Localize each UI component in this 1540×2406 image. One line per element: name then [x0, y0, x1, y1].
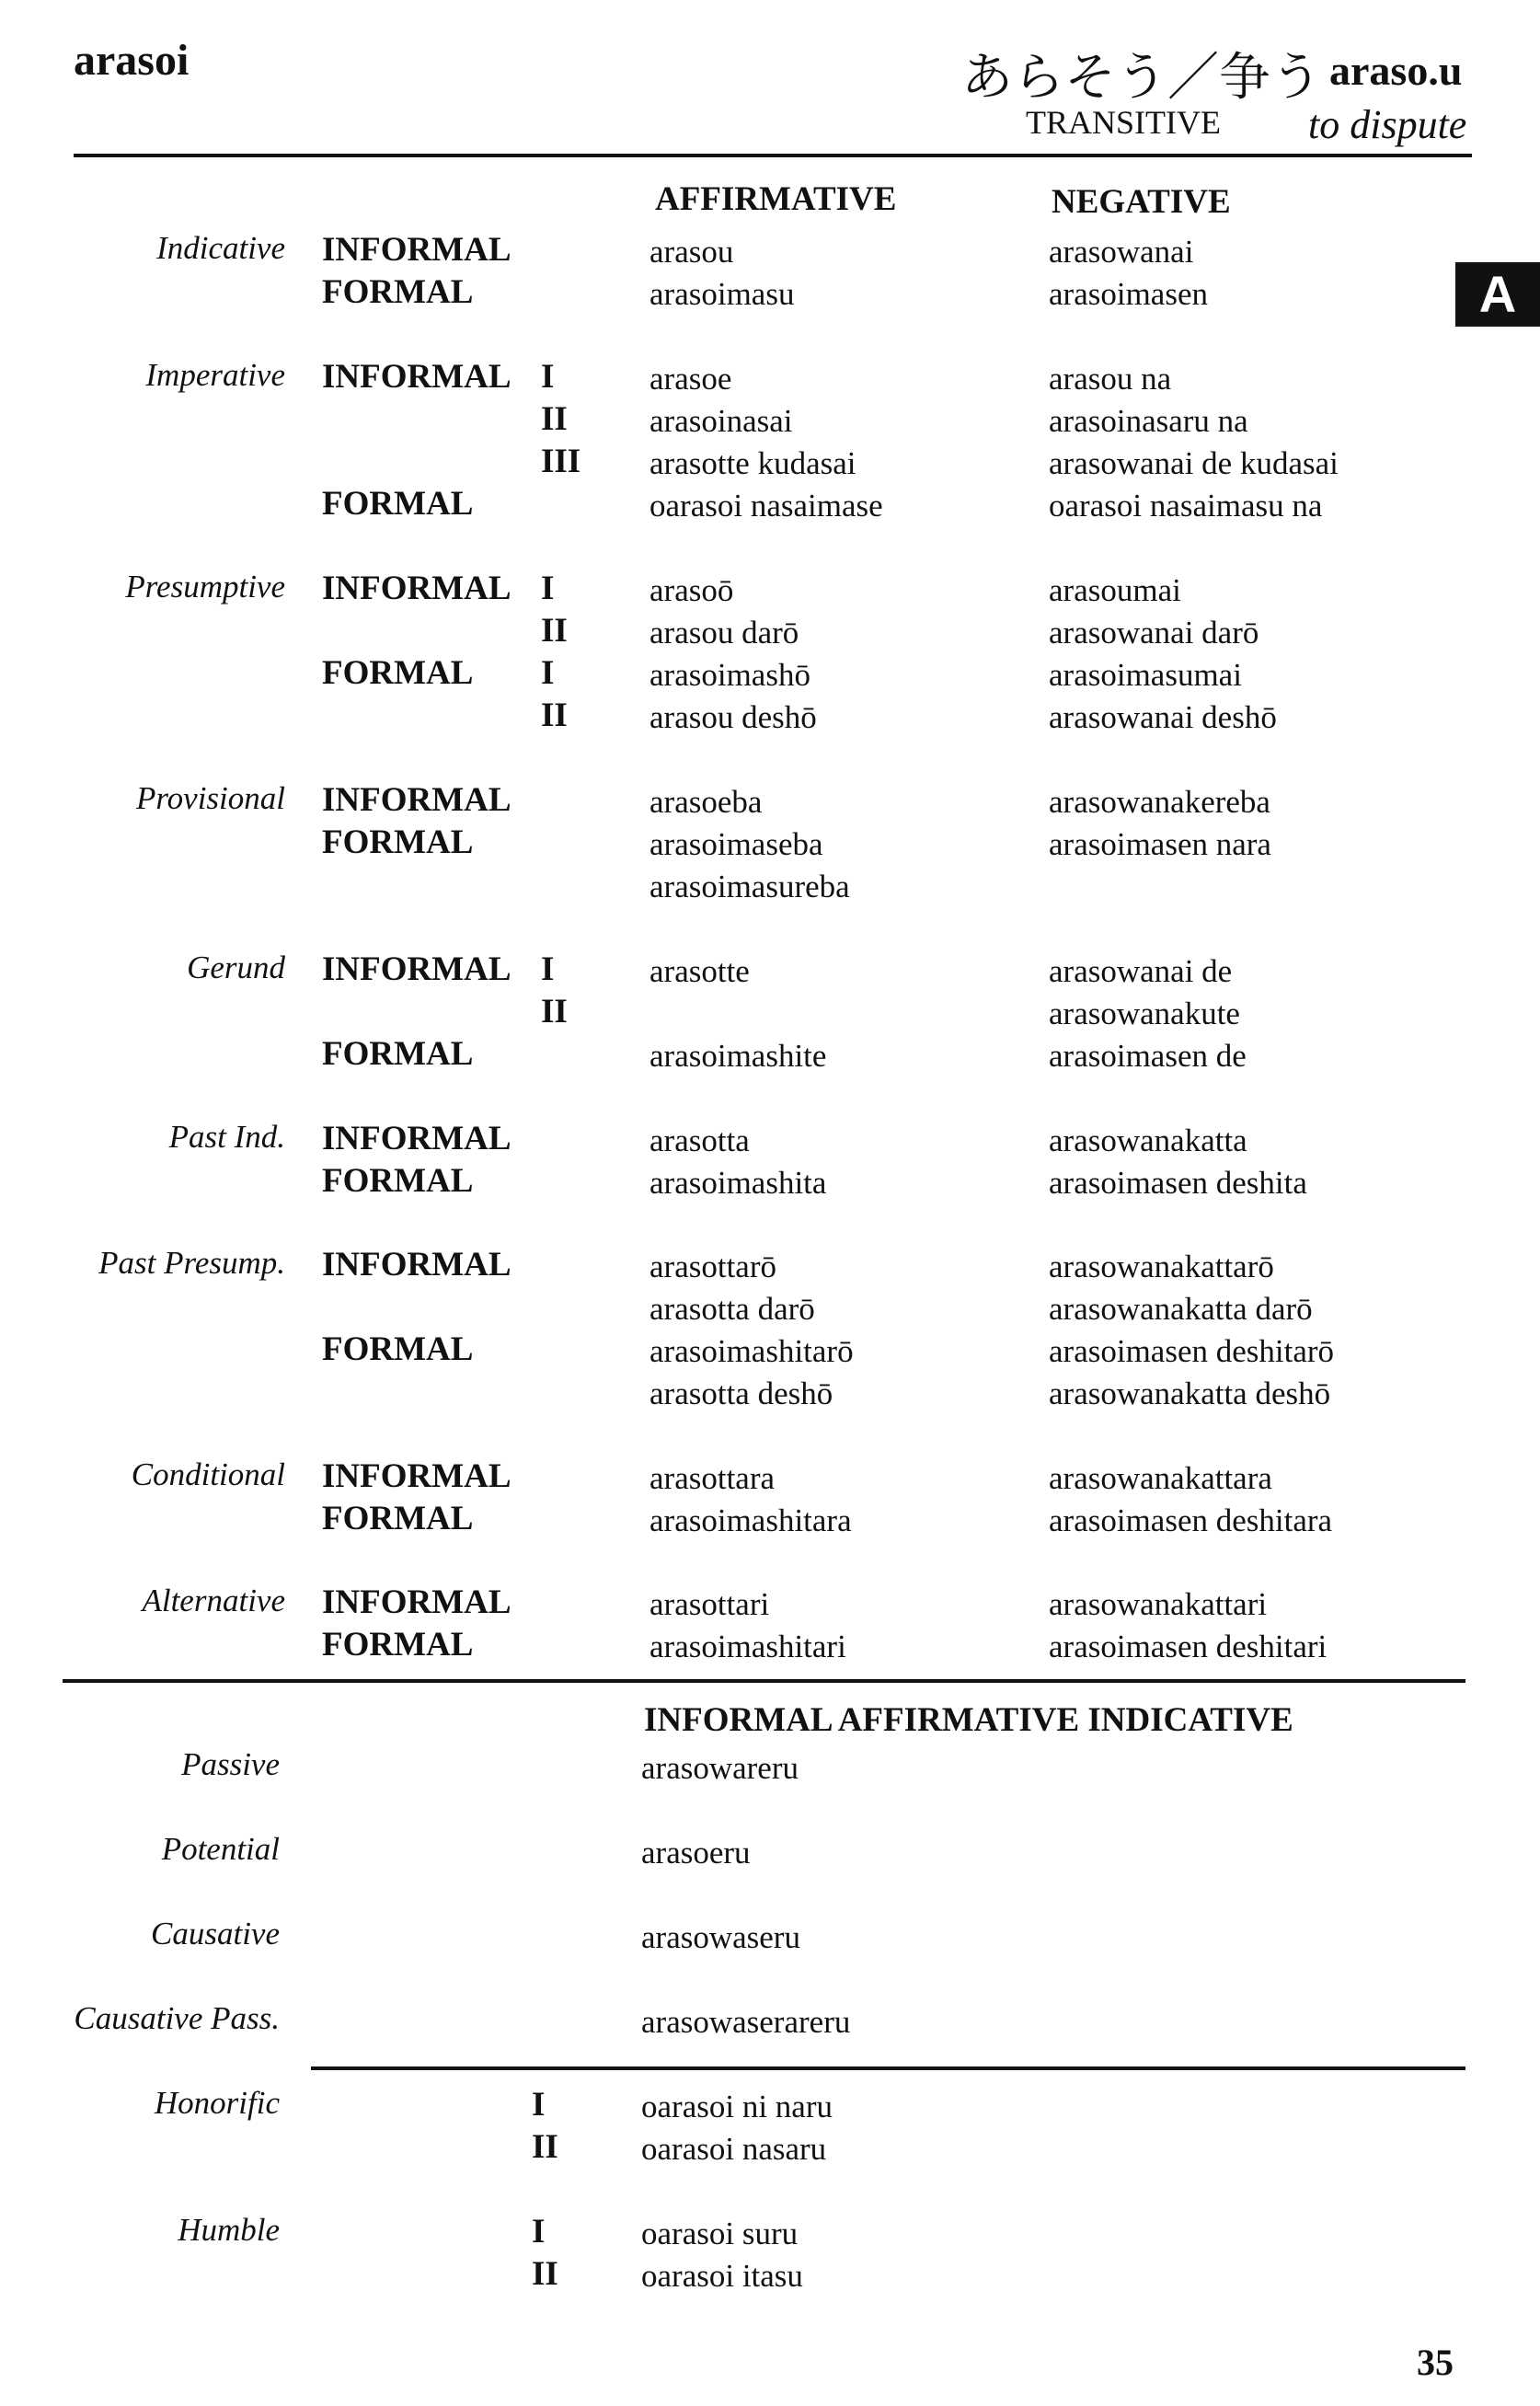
register-label: INFORMAL [322, 1457, 511, 1495]
negative-form: arasowanai darō [1049, 615, 1259, 650]
register-label: INFORMAL [322, 950, 511, 988]
affirmative-form: arasoimasu [649, 276, 795, 312]
negative-form: arasowanai de [1049, 953, 1233, 989]
affirmative-form: arasoinasai [649, 403, 793, 439]
mood-label: Indicative [156, 230, 285, 266]
form-number: II [532, 2128, 558, 2166]
romaji-headword: araso.u [1329, 47, 1463, 94]
section-rule [63, 1679, 1465, 1683]
affirmative-form: arasou deshō [649, 699, 817, 735]
affirmative-form: arasoimashitara [649, 1502, 852, 1538]
derived-label: Passive [181, 1746, 280, 1782]
affirmative-form: arasoimashitari [649, 1629, 846, 1664]
mood-label: Past Presump. [98, 1245, 285, 1281]
derived-label: Potential [161, 1831, 280, 1867]
negative-heading: NEGATIVE [1052, 183, 1231, 221]
negative-form: arasowanai [1049, 234, 1194, 270]
affirmative-form: oarasoi nasaimase [649, 488, 883, 524]
form-number: II [541, 612, 568, 650]
derived-heading: INFORMAL AFFIRMATIVE INDICATIVE [644, 1701, 1293, 1739]
affirmative-form: arasoe [649, 361, 732, 397]
negative-form: arasou na [1049, 361, 1172, 397]
register-label: FORMAL [322, 1162, 474, 1200]
affirmative-form: arasotta darō [649, 1291, 815, 1327]
negative-form: arasowanakattari [1049, 1586, 1268, 1622]
register-label: FORMAL [322, 1626, 474, 1663]
negative-form: arasoimasen deshitara [1049, 1502, 1333, 1538]
derived-label: Causative [151, 1916, 280, 1951]
affirmative-form: arasoimaseba [649, 826, 823, 862]
meaning-label: to dispute [1308, 102, 1467, 147]
honorific-form: oarasoi itasu [641, 2258, 803, 2294]
register-label: INFORMAL [322, 1583, 511, 1621]
affirmative-form: arasoimashite [649, 1038, 827, 1074]
mood-label: Provisional [135, 780, 285, 816]
mood-label: Alternative [142, 1583, 285, 1618]
register-label: FORMAL [322, 1330, 474, 1368]
form-number: I [532, 2213, 546, 2251]
register-label: INFORMAL [322, 781, 511, 819]
negative-form: arasowanakatta darō [1049, 1291, 1313, 1327]
register-label: FORMAL [322, 273, 474, 311]
negative-form: arasoumai [1049, 572, 1181, 608]
honorific-form: oarasoi nasaru [641, 2131, 827, 2167]
thumb-index-tab: A [1455, 262, 1540, 327]
form-number: II [541, 993, 568, 1030]
header-rule [74, 154, 1472, 157]
kana-kanji: あらそう／争う [961, 48, 1322, 108]
form-number: II [541, 400, 568, 438]
negative-form: arasoimasen deshita [1049, 1165, 1307, 1201]
derived-form: arasowaserareru [641, 2004, 851, 2040]
negative-form: arasoimasen de [1049, 1038, 1247, 1074]
negative-form: arasoimasen deshitarō [1049, 1333, 1335, 1369]
mood-label: Imperative [145, 357, 285, 393]
form-number: I [541, 570, 555, 607]
affirmative-form: arasottarō [649, 1249, 776, 1284]
form-number: II [532, 2255, 558, 2293]
register-label: FORMAL [322, 485, 474, 523]
register-label: INFORMAL [322, 231, 511, 269]
mood-label: Presumptive [125, 569, 285, 604]
register-label: INFORMAL [322, 1120, 511, 1157]
negative-form: arasowanai de kudasai [1049, 445, 1339, 481]
form-number: I [541, 950, 555, 988]
negative-form: arasowanakatta [1049, 1122, 1247, 1158]
affirmative-form: arasotta [649, 1122, 750, 1158]
affirmative-form: arasoimashita [649, 1165, 827, 1201]
honorific-form: oarasoi ni naru [641, 2089, 833, 2124]
register-label: INFORMAL [322, 570, 511, 607]
negative-form: arasowanakattara [1049, 1460, 1272, 1496]
affirmative-form: arasotte kudasai [649, 445, 856, 481]
negative-form: arasoinasaru na [1049, 403, 1248, 439]
affirmative-form: arasoimashitarō [649, 1333, 854, 1369]
affirmative-form: arasoimasureba [649, 869, 850, 904]
negative-form: oarasoi nasaimasu na [1049, 488, 1323, 524]
affirmative-form: arasou darō [649, 615, 799, 650]
form-number: III [541, 443, 581, 480]
derived-label: Causative Pass. [74, 2000, 280, 2036]
honorific-label: Humble [178, 2212, 280, 2248]
register-label: FORMAL [322, 654, 474, 692]
derived-form: arasoeru [641, 1835, 751, 1871]
negative-form: arasoimasumai [1049, 657, 1242, 693]
affirmative-form: arasou [649, 234, 734, 270]
derived-form: arasowaseru [641, 1919, 800, 1955]
entry-headword: arasoi [74, 36, 190, 85]
affirmative-form: arasotta deshō [649, 1376, 833, 1411]
affirmative-form: arasottara [649, 1460, 776, 1496]
derived-form: arasowareru [641, 1750, 799, 1786]
negative-form: arasowanakereba [1049, 784, 1270, 820]
register-label: FORMAL [322, 1500, 474, 1537]
negative-form: arasowanakute [1049, 996, 1240, 1031]
mood-label: Gerund [187, 950, 285, 985]
honorific-rule [311, 2066, 1465, 2070]
honorific-label: Honorific [154, 2085, 280, 2121]
form-number: I [541, 358, 555, 396]
register-label: INFORMAL [322, 1246, 511, 1284]
negative-form: arasowanakatta deshō [1049, 1376, 1331, 1411]
affirmative-form: arasoeba [649, 784, 763, 820]
register-label: FORMAL [322, 823, 474, 861]
negative-form: arasoimasen [1049, 276, 1208, 312]
affirmative-form: arasoimashō [649, 657, 810, 693]
form-number: I [532, 2086, 546, 2124]
affirmative-form: arasottari [649, 1586, 770, 1622]
affirmative-form: arasoō [649, 572, 734, 608]
form-number: I [541, 654, 555, 692]
negative-form: arasoimasen deshitari [1049, 1629, 1327, 1664]
negative-form: arasowanakattarō [1049, 1249, 1274, 1284]
mood-label: Conditional [131, 1456, 285, 1492]
negative-form: arasowanai deshō [1049, 699, 1277, 735]
mood-label: Past Ind. [168, 1119, 285, 1155]
affirmative-heading: AFFIRMATIVE [655, 180, 897, 218]
form-number: II [541, 696, 568, 734]
honorific-form: oarasoi suru [641, 2216, 799, 2251]
page-number: 35 [1417, 2342, 1454, 2383]
register-label: INFORMAL [322, 358, 511, 396]
affirmative-form: arasotte [649, 953, 750, 989]
negative-form: arasoimasen nara [1049, 826, 1271, 862]
transitivity-label: TRANSITIVE [1026, 104, 1221, 141]
register-label: FORMAL [322, 1035, 474, 1073]
